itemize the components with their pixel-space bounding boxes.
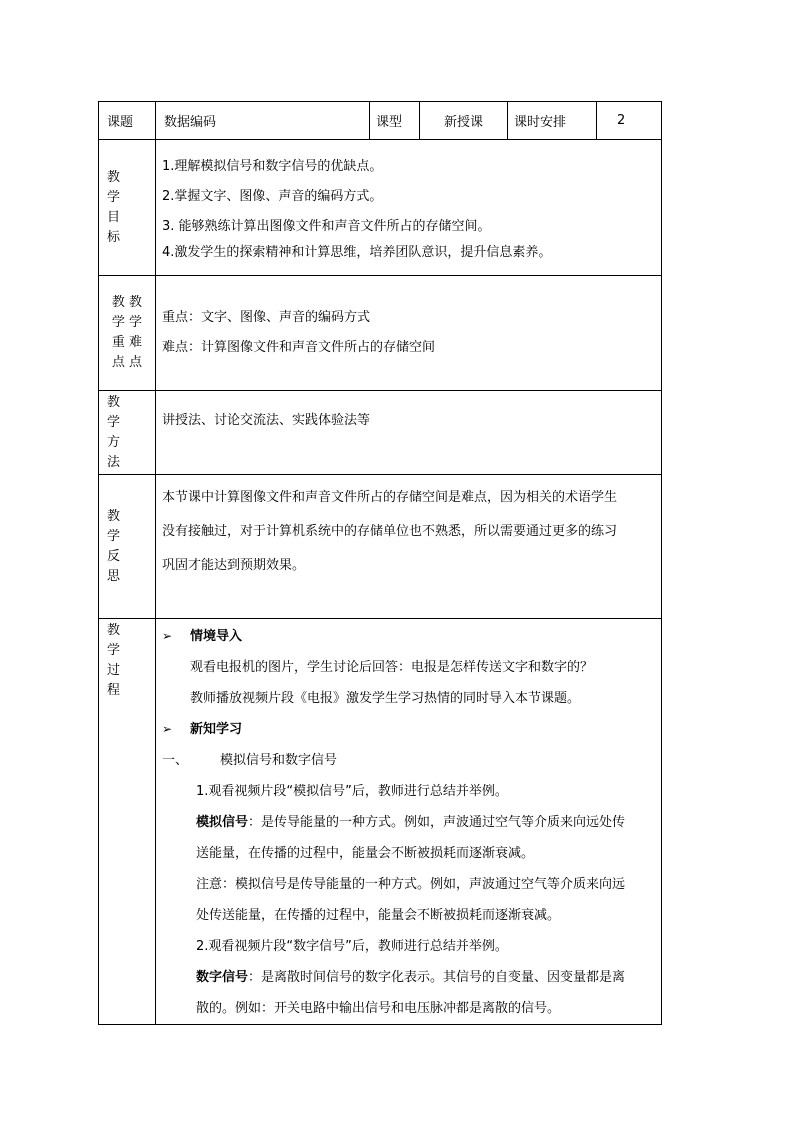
reflection-content [156,475,662,619]
process-paragraph: 注意：模拟信号是传导能量的一种方式。例如，声波通过空气等介质来向远 [196,877,626,892]
header-row [99,102,662,140]
methods-label-char: 法 [107,454,121,470]
lesson-plan-table [98,101,662,1025]
period-value: 2 [597,102,662,140]
objectives-label-char: 教 [107,169,121,185]
analog-definition [162,807,657,838]
section-title: 新知学习 [190,722,243,737]
difficult-point: 难点：计算图像文件和声音文件所占的存储空间 [162,340,436,355]
process-label-char: 学 [107,643,121,658]
methods-row [99,391,662,475]
methods-text: 讲授法、讨论交流法、实践体验法等 [162,413,371,428]
reflection-label-char: 教 [107,508,121,524]
methods-label-char: 教 [107,394,121,410]
process-row [99,619,662,1025]
objectives-label-char: 学 [107,189,121,205]
reflection-row [99,475,662,619]
analog-term: 模拟信号 [196,815,249,830]
reflection-label-char: 学 [107,528,121,544]
arrow-bullet-icon: ➢ [162,629,173,643]
process-label-char: 程 [107,683,121,698]
methods-label [99,391,156,475]
digital-term: 数字信号 [196,970,249,985]
type-label: 课型 [370,102,420,140]
reflection-line: 没有接触过，对于计算机系统中的存储单位也不熟悉，所以需要通过更多的练习 [162,524,618,539]
key-difficult-label-row: 重 难 [111,335,143,350]
process-paragraph: 送能量，在传播的过程中，能量会不断被损耗而逐渐衰减。 [196,846,535,861]
process-label-char: 教 [107,623,121,638]
key-difficult-label-row: 学 学 [111,315,143,330]
key-difficult-label-row: 教 教 [111,295,143,310]
subsection-heading [162,745,657,776]
digital-def-text: ：是离散时间信号的数字化表示。其信号的自变量、因变量都是离 [248,970,626,985]
objectives-row [99,140,662,276]
process-paragraph: 处传送能量，在传播的过程中，能量会不断被损耗而逐渐衰减。 [196,908,561,923]
process-content [156,619,662,1025]
reflection-line: 本节课中计算图像文件和声音文件所占的存储空间是难点，因为相关的术语学生 [162,490,618,505]
methods-label-char: 方 [107,434,121,450]
objective-item: 2.掌握文字、图像、声音的编码方式。 [162,188,383,204]
arrow-bullet-icon: ➢ [162,722,173,736]
objectives-content [156,140,662,276]
key-difficult-content [156,276,662,391]
process-paragraph: 1.观看视频片段“模拟信号”后，教师进行总结并举例。 [196,784,508,799]
objective-item: 3. 能够熟练计算出图像文件和声音文件所占的存储空间。 [162,218,491,234]
process-label-char: 过 [107,663,121,678]
subsection-number: 一、 [162,753,189,768]
reflection-label-char: 思 [107,568,121,584]
methods-label-char: 学 [107,414,121,430]
key-difficult-label [99,276,156,391]
process-paragraph: 散的。例如：开关电路中输出信号和电压脉冲都是离散的信号。 [196,1001,561,1016]
key-difficult-row [99,276,662,391]
digital-definition [162,962,657,993]
topic-value: 数据编码 [156,102,370,140]
objectives-label [99,140,156,276]
process-label [99,619,156,1025]
process-paragraph: 2.观看视频片段“数字信号”后，教师进行总结并举例。 [196,939,508,954]
objectives-label-char: 标 [107,229,121,245]
type-value: 新授课 [420,102,508,140]
objectives-label-char: 目 [107,209,121,225]
section-heading-new [162,714,657,745]
process-paragraph: 观看电报机的图片，学生讨论后回答：电报是怎样传送文字和数字的？ [190,660,594,675]
subsection-title: 模拟信号和数字信号 [220,753,338,768]
process-paragraph: 教师播放视频片段《电报》激发学生学习热情的同时导入本节课题。 [190,691,581,706]
key-point: 重点：文字、图像、声音的编码方式 [162,310,371,325]
methods-content [156,391,662,475]
analog-def-text: ：是传导能量的一种方式。例如，声波通过空气等介质来向远处传 [248,815,626,830]
reflection-label-char: 反 [107,548,121,564]
key-difficult-label-row: 点 点 [111,355,143,370]
topic-label: 课题 [99,102,156,140]
objective-item: 1.理解模拟信号和数字信号的优缺点。 [162,158,383,174]
section-title: 情境导入 [190,629,243,644]
section-heading-intro [162,621,657,652]
reflection-line: 巩固才能达到预期效果。 [162,558,306,573]
period-label: 课时安排 [508,102,597,140]
objective-item: 4.激发学生的探索精神和计算思维，培养团队意识，提升信息素养。 [162,244,552,260]
reflection-label [99,475,156,619]
